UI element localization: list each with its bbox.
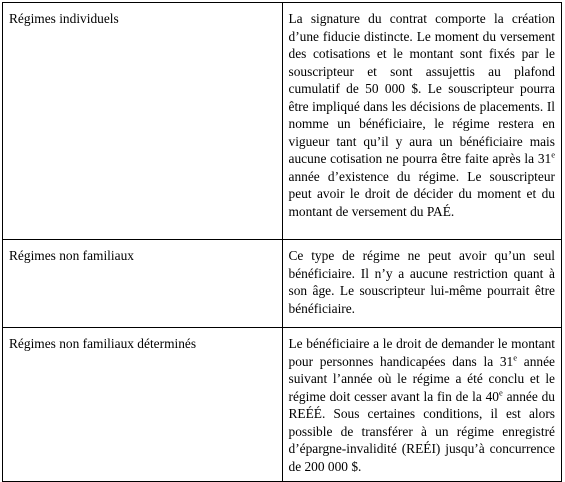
- row-label-cell: [3, 3, 283, 240]
- description-text: La signature du contrat comporte la création d’une fiducie distincte. Le moment du versement des cotisations et le montant sont fixés par le souscripteur et sont assujettis au plafond cumulatif de 50 000 $. Le souscripteur pourra être impliqué dans les décisions de placements. Il nomme un bénéficiaire, le régime restera en vigueur tant qu’il y aura un bénéficiaire mais aucune cotisation ne pourra être faite après la 31: [288, 11, 555, 166]
- ordinal-superscript: e: [513, 352, 518, 363]
- row-description-cell: [282, 328, 562, 482]
- row-description-cell: [282, 240, 562, 328]
- row-label: Régimes non familiaux: [9, 248, 134, 263]
- ordinal-superscript: e: [498, 387, 503, 398]
- row-description-cell: [282, 3, 562, 240]
- table-row: [3, 240, 562, 328]
- row-label: Régimes non familiaux déterminés: [9, 336, 197, 351]
- row-label: Régimes individuels: [9, 11, 119, 26]
- description-text-continued: année d’existence du régime. Le souscripteur peut avoir le droit de décider du moment et du montant de versement du PAÉ.: [288, 168, 555, 219]
- table-row: [3, 328, 562, 482]
- table-row: [3, 3, 562, 240]
- description-text-continued: année suivant l’année où le régime a été conclu et le régime doit cesser avant la fin de la 40: [288, 353, 555, 404]
- description-text: Ce type de régime ne peut avoir qu’un seul bénéficiaire. Il n’y a aucune restriction quant à son âge. Le souscripteur lui-même pourrait être bénéficiaire.: [288, 248, 555, 316]
- description-text-end: année du REÉÉ. Sous certaines conditions, il est alors possible de transférer à un régime enregistré d’épargne-invalidité (REÉI) jusqu’à concurrence de 200 000 $.: [288, 388, 555, 474]
- plan-types-table: [2, 2, 562, 482]
- description-text: Le bénéficiaire a le droit de demander le montant pour personnes handicapées dans la 31: [288, 336, 555, 369]
- ordinal-superscript: e: [551, 149, 555, 160]
- row-label-cell: [3, 240, 283, 328]
- row-label-cell: [3, 328, 283, 482]
